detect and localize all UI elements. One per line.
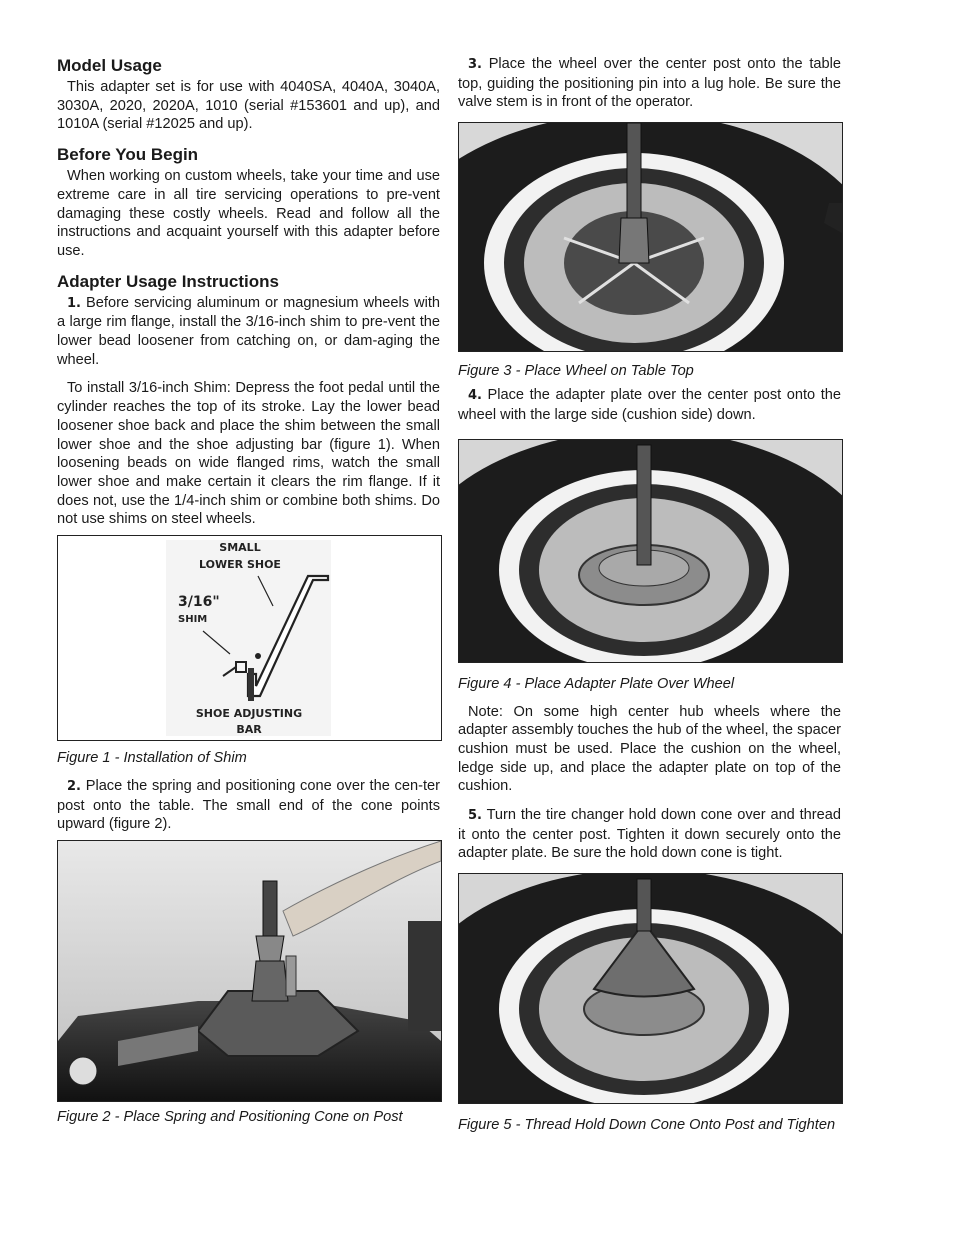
step-4-text: Place the adapter plate over the center post onto the wheel with the large side (cushion side) down. <box>458 387 841 423</box>
small-shoe-label-1: SMALL <box>219 541 261 555</box>
figure-2-caption: Figure 2 - Place Spring and Positioning Cone on Post <box>57 1109 403 1126</box>
shim-label-1: 3/16" <box>178 594 220 611</box>
step-5-text: Turn the tire changer hold down cone over and thread it onto the center post. Tighten it down securely onto the adapter plate. Be sure the hold down cone is tight. <box>458 807 842 862</box>
step-1-text: Before servicing aluminum or magnesium wheels with a large rim flange, install the 3/16-inch shim to pre-vent the lower bead loosener from catching on, or dam-aging the wheel. <box>57 294 440 368</box>
figure-4-photo <box>458 439 843 663</box>
center-post <box>637 879 651 931</box>
step-1 <box>57 294 440 370</box>
step-4-number: 4. <box>468 388 482 404</box>
bar-label-1: SHOE ADJUSTING <box>195 707 303 721</box>
step-2-number: 2. <box>67 779 81 795</box>
figure-5-photo <box>458 873 843 1104</box>
gauge <box>69 1057 97 1085</box>
step-3 <box>458 55 841 112</box>
step-4 <box>458 386 841 424</box>
model-usage-heading: Model Usage <box>57 56 162 75</box>
pivot-pin <box>255 653 261 659</box>
spring <box>252 961 288 1001</box>
figure-5-caption: Figure 5 - Thread Hold Down Cone Onto Post and Tighten <box>458 1117 836 1134</box>
bottle <box>286 956 296 996</box>
model-usage-body: This adapter set is for use with 4040SA, 4040A, 3040A, 3030A, 2020, 2020A, 1010 (serial #153601 and up), and 1010A (serial #12025 and up). <box>57 79 440 133</box>
shim-paragraph: To install 3/16-inch Shim: Depress the foot pedal until the cylinder reaches the top of its stroke. Lay the lower bead loosener shoe back and place the shim between the small lower shoe and the shoe adjusting bar (figure 1). When loosening beads on wide flanged rims, watch the small lower shoe and make certain it clears the rim flange. If it does not, use the 1/4-inch shim or combine both shims. Do not use shims on steel wheels. <box>57 380 440 528</box>
step-3-text: Place the wheel over the center post onto the table top, guiding the positioning pin into a lug hole. Be sure the valve stem is in front of the operator. <box>458 56 841 111</box>
center-post <box>627 123 641 218</box>
positioning-cone <box>256 936 284 961</box>
figure-1-caption: Figure 1 - Installation of Shim <box>57 750 247 767</box>
step-1-number: 1. <box>67 295 81 311</box>
center-post <box>637 445 651 565</box>
right-column <box>458 55 841 1134</box>
before-begin-heading: Before You Begin <box>57 145 199 165</box>
step-2-text: Place the spring and positioning cone over the cen-ter post onto the table. The small end of the cone points upward (figure 2). <box>57 778 440 833</box>
figure-4-caption: Figure 4 - Place Adapter Plate Over Wheel <box>458 675 735 692</box>
shim-plate <box>248 668 254 701</box>
figure-3-photo <box>458 122 843 352</box>
step-2 <box>57 777 440 834</box>
small-shoe-label-2: LOWER SHOE <box>199 558 281 572</box>
figure-1-diagram <box>57 535 442 741</box>
step-5-number: 5. <box>468 808 482 824</box>
note-paragraph: Note: On some high center hub wheels where the adapter assembly touches the hub of the wheel, the spacer cushion must be used. Place the cushion on the wheel, ledge side up, and place the adapter plate on top of the cushion. <box>458 703 841 795</box>
instructions-heading: Adapter Usage Instructions <box>57 271 279 291</box>
shim-label-2: SHIM <box>178 614 208 626</box>
spring <box>619 218 649 263</box>
left-column <box>57 55 440 1126</box>
figure-2-photo <box>57 840 442 1102</box>
shim-diagram <box>58 536 441 740</box>
figure-3-caption: Figure 3 - Place Wheel on Table Top <box>458 363 694 380</box>
step-3-number: 3. <box>468 57 482 72</box>
machine-side <box>408 921 441 1031</box>
before-begin-body: When working on custom wheels, take your time and use extreme care in all tire servicing operations to pre-vent damaging these costly wheels. Read and follow all the instructions and acquaint yourself with this adapter before use. <box>57 168 440 259</box>
bar-label-2: BAR <box>236 723 262 737</box>
step-5 <box>458 806 841 863</box>
